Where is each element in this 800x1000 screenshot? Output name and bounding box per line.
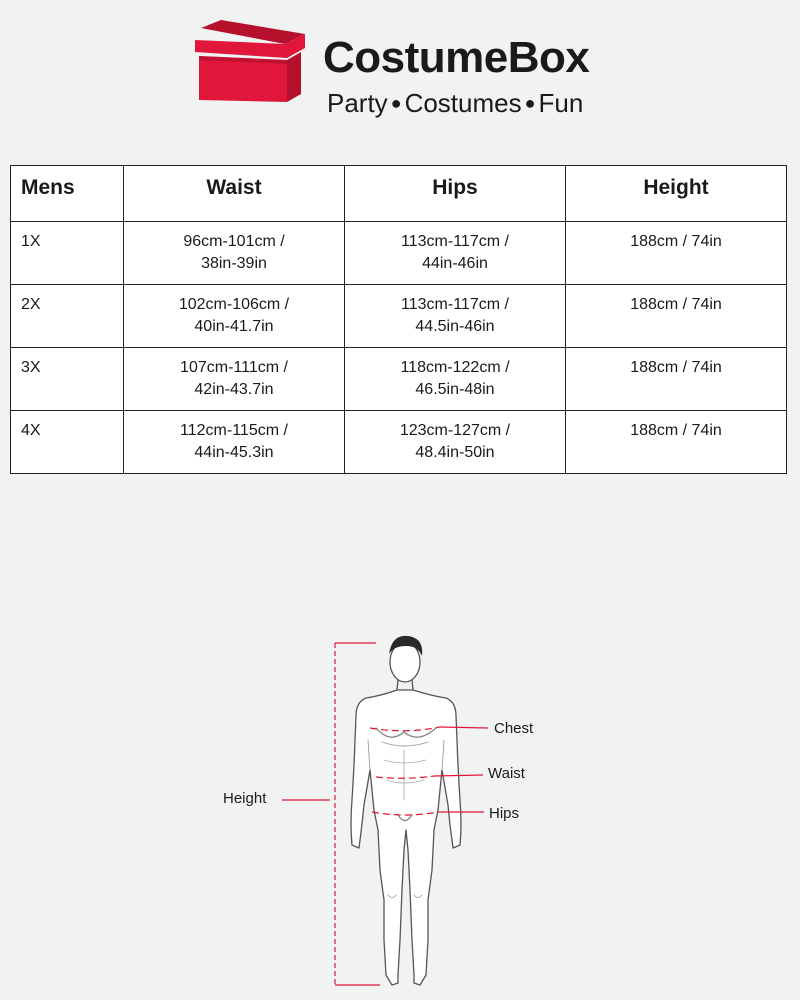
hips-cm: 118cm-122cm / xyxy=(400,359,510,376)
hips-in: 46.5in-48in xyxy=(415,381,495,398)
hips-cell xyxy=(345,285,566,348)
header-waist: Waist xyxy=(124,166,345,222)
label-chest: Chest xyxy=(494,720,534,737)
waist-cell xyxy=(124,222,345,285)
header-hips: Hips xyxy=(345,166,566,222)
hips-cm: 123cm-127cm / xyxy=(399,422,511,439)
waist-cell xyxy=(124,285,345,348)
hips-cm: 113cm-117cm / xyxy=(401,233,509,250)
waist-in: 38in-39in xyxy=(201,255,267,272)
height-cell: 188cm / 74in xyxy=(566,222,787,285)
table-row xyxy=(11,222,787,285)
size-cell: 3X xyxy=(11,348,124,411)
header-mens: Mens xyxy=(11,166,124,222)
waist-in: 44in-45.3in xyxy=(194,444,274,461)
bullet-icon: ● xyxy=(390,93,402,113)
brand-name: CostumeBox xyxy=(323,33,590,82)
table-row xyxy=(11,348,787,411)
height-cell: 188cm / 74in xyxy=(566,285,787,348)
tagline-word: Fun xyxy=(538,88,584,118)
table-row xyxy=(11,285,787,348)
waist-cm: 102cm-106cm / xyxy=(178,296,290,313)
tagline-word: Costumes xyxy=(404,88,522,118)
size-chart-table xyxy=(10,165,787,474)
waist-cm: 112cm-115cm / xyxy=(180,422,288,439)
label-hips: Hips xyxy=(489,805,520,822)
waist-in: 42in-43.7in xyxy=(194,381,274,398)
hips-in: 44in-46in xyxy=(422,255,488,272)
tagline-word: Party xyxy=(327,88,388,118)
hips-cell xyxy=(345,222,566,285)
waist-in: 40in-41.7in xyxy=(194,318,274,335)
size-cell: 1X xyxy=(11,222,124,285)
costume-box-icon xyxy=(195,18,307,104)
waist-cm: 107cm-111cm / xyxy=(180,359,288,376)
waist-cell xyxy=(124,411,345,474)
table-header-row xyxy=(11,166,787,222)
brand-tagline xyxy=(327,90,583,116)
waist-cell xyxy=(124,348,345,411)
size-cell: 4X xyxy=(11,411,124,474)
hips-in: 48.4in-50in xyxy=(415,444,495,461)
body-figure-illustration xyxy=(0,600,800,1000)
measurement-diagram xyxy=(0,600,800,1000)
hips-cm: 113cm-117cm / xyxy=(401,296,509,313)
brand-logo[interactable] xyxy=(195,18,615,118)
hips-cell xyxy=(345,411,566,474)
hips-cell xyxy=(345,348,566,411)
label-height: Height xyxy=(223,790,267,807)
header-height: Height xyxy=(566,166,787,222)
height-cell: 188cm / 74in xyxy=(566,411,787,474)
waist-cm: 96cm-101cm / xyxy=(183,233,285,250)
table-row xyxy=(11,411,787,474)
label-waist: Waist xyxy=(488,765,525,782)
bullet-icon: ● xyxy=(524,93,536,113)
height-cell: 188cm / 74in xyxy=(566,348,787,411)
size-cell: 2X xyxy=(11,285,124,348)
hips-in: 44.5in-46in xyxy=(415,318,495,335)
